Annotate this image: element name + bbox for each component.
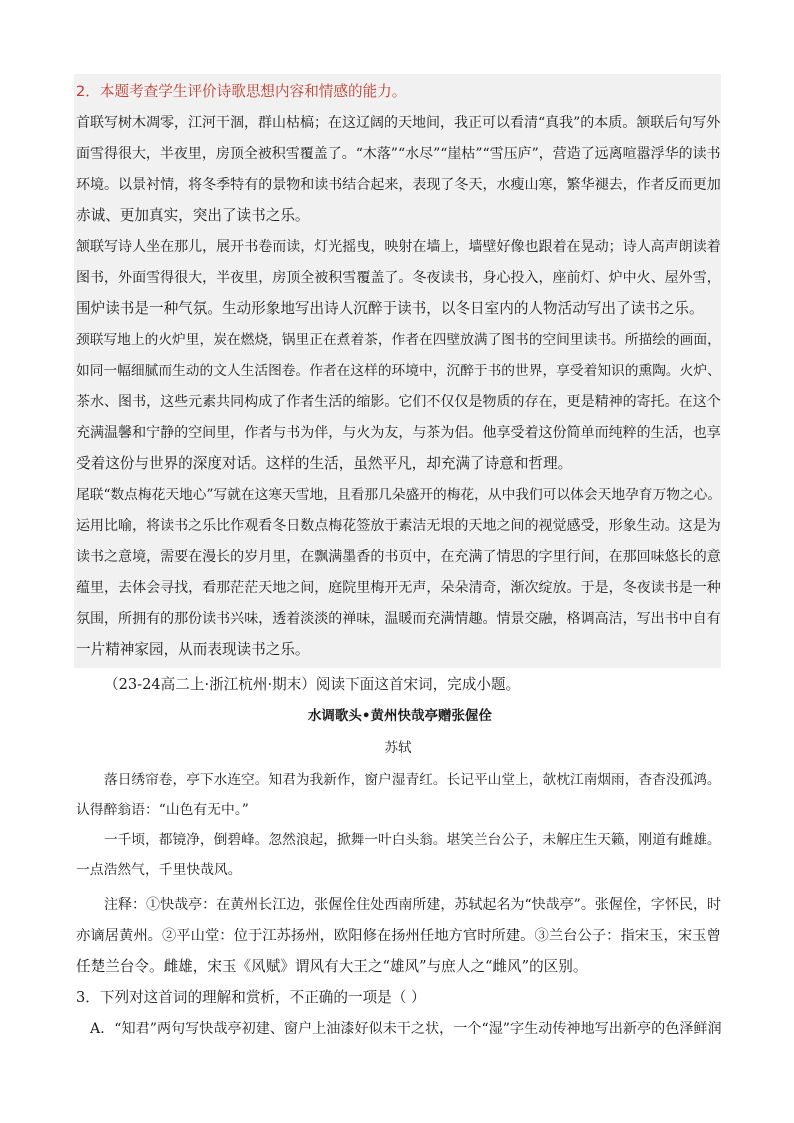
note-line: 亦谪居黄州。②平山堂：位于江苏扬州，欧阳修在扬州任地方官时所建。③兰台公子：指宋玉，宋玉曾 <box>76 928 721 944</box>
answer-line: 受着这份与世界的深度对话。这样的生活，虽然平凡，却充满了诗意和哲理。 <box>76 455 573 472</box>
answer-line: 颔联写诗人坐在那儿，展开书卷而读，灯光摇曳，映射在墙上，墙壁好像也跟着在晃动；诗人高声朗读着 <box>76 239 721 255</box>
answer-line: 尾联“数点梅花天地心”写就在这寒天雪地，且看那几朵盛开的梅花，从中我们可以体会天地孕育万物之心。 <box>76 487 722 503</box>
poem-title: 水调歌头•黄州快哉亭赠张偓佺 <box>307 708 493 724</box>
question-3-option-a: A．“知君”两句写快哉亭初建、窗户上油漆好似未干之状，一个“湿”字生动传神地写出新亭的色泽鲜润 <box>90 1021 722 1037</box>
answer-heading: 2．本题考查学生评价诗歌思想内容和情感的能力。 <box>76 83 407 100</box>
poem-line: 落日绣帘卷，亭下水连空。知君为我新作，窗户湿青红。长记平山堂上，欹枕江南烟雨，杳杳没孤鸿。 <box>104 772 721 788</box>
answer-line: 读书之意境，需要在漫长的岁月里，在飘满墨香的书页中，在充满了情思的字里行间，在那回味悠长的意 <box>76 549 721 565</box>
answer-line: 图书，外面雪得很大，半夜里，房顶全被积雪覆盖了。冬夜读书，身心投入，座前灯、炉中火、屋外雪， <box>76 270 721 286</box>
answer-line: 环境。以景衬情，将冬季特有的景物和读书结合起来，表现了冬天，水瘦山寒，繁华褪去，作者反而更加 <box>76 177 721 193</box>
note-line: 任楚兰台令。雌雄，宋玉《风赋》谓风有大王之“雄风”与庶人之“雌风”的区别。 <box>76 958 588 975</box>
poem-author: 苏轼 <box>384 740 412 756</box>
answer-line: 蕴里，去体会寻找，看那茫茫天地之间，庭院里梅开无声，朵朵清奇，渐次绽放。于是，冬夜读书是一种 <box>76 580 721 596</box>
note-line: 注释：①快哉亭：在黄州长江边，张偓佺住处西南所建，苏轼起名为“快哉亭”。张偓佺，字怀民，时 <box>104 897 722 913</box>
poem-line: 一点浩然气，千里快哉风。 <box>76 862 242 878</box>
answer-line: 面雪得很大，半夜里，房顶全被积雪覆盖了。“木落”“水尽”“崖枯”“雪压庐”，营造了远离喧嚣浮华的读书 <box>76 146 721 162</box>
answer-line: 氛围，所拥有的那份读书兴味，透着淡淡的禅味，温暖而充满情趣。情景交融，格调高洁，写出书中自有 <box>76 611 721 627</box>
answer-line: 一片精神家园，从而表现读书之乐。 <box>76 641 310 658</box>
poem-line: 认得醉翁语：“山色有无中。” <box>76 802 249 818</box>
answer-line: 颈联写地上的火炉里，炭在燃烧，锅里正在煮着茶，作者在四壁放满了图书的空间里读书。所描绘的画面， <box>76 332 721 348</box>
answer-line: 围炉读书是一种气氛。生动形象地写出诗人沉醉于读书，以冬日室内的人物活动写出了读书之乐。 <box>76 300 704 317</box>
answer-line: 运用比喻，将读书之乐比作观看冬日数点梅花签放于素洁无垠的天地之间的视觉感受，形象生动。这是为 <box>76 518 721 534</box>
answer-line: 充满温馨和宁静的空间里，作者与书为伴，与火为友，与茶为侣。他享受着这份简单而纯粹的生活，也享 <box>76 425 721 441</box>
question-intro: （23-24高二上·浙江杭州·期末）阅读下面这首宋词，完成小题。 <box>104 676 521 693</box>
answer-line: 首联写树木凋零，江河干涸，群山枯槁；在这辽阔的天地间，我正可以看清“真我”的本质。颔联后句写外 <box>76 115 721 131</box>
poem-line: 一千顷，都镜净，倒碧峰。忽然浪起，掀舞一叶白头翁。堪笑兰台公子，未解庄生天籁，刚道有雌雄。 <box>104 832 721 848</box>
answer-line: 茶水、图书，这些元素共同构成了作者生活的缩影。它们不仅仅是物质的存在，更是精神的寄托。在这个 <box>76 394 721 410</box>
answer-line: 赤诚、更加真实，突出了读书之乐。 <box>76 207 310 224</box>
answer-line: 如同一幅细腻而生动的文人生活图卷。作者在这样的环境中，沉醉于书的世界，享受着知识的熏陶。火炉、 <box>76 363 721 379</box>
question-3-stem: 3．下列对这首词的理解和赏析，不正确的一项是（ ） <box>76 989 426 1006</box>
